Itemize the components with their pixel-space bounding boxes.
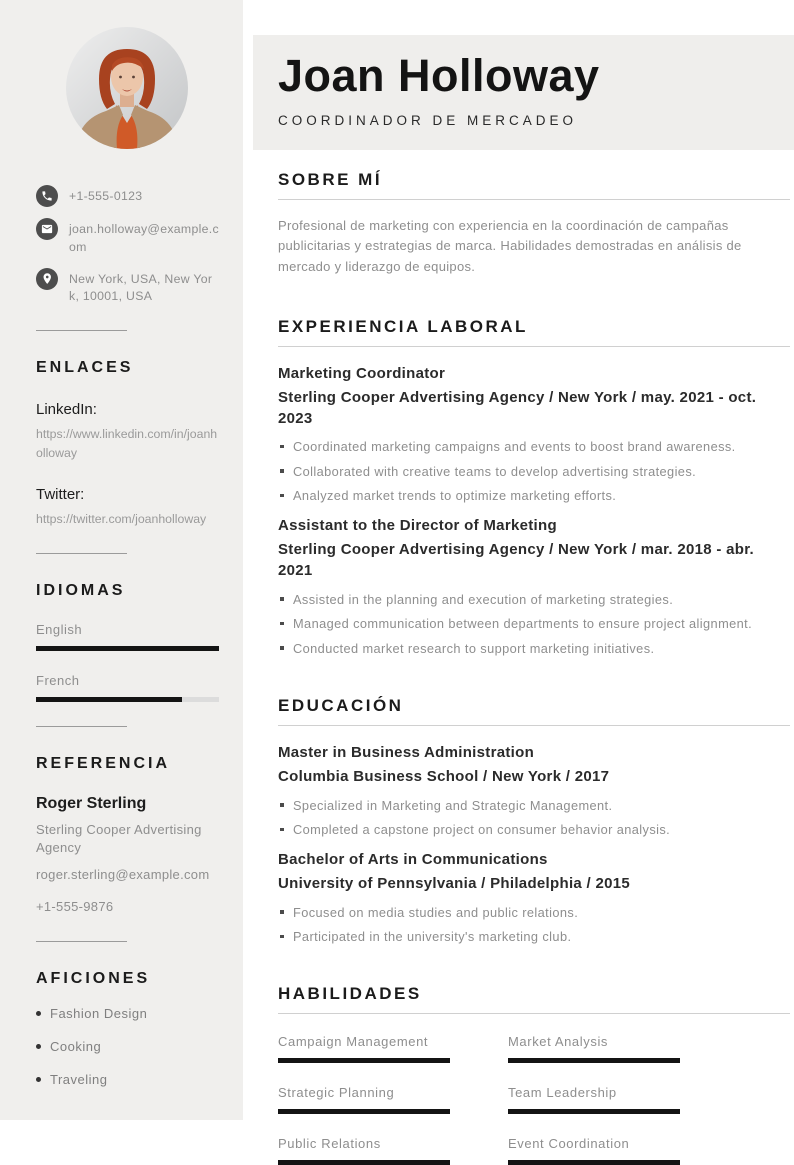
language-level-bar: [36, 646, 219, 651]
hobby-item: Traveling: [36, 1072, 219, 1087]
main-column: [253, 0, 794, 1120]
links-heading: ENLACES: [36, 359, 219, 377]
skills-section: [278, 984, 790, 1165]
section-rule: [278, 199, 790, 200]
language-name: French: [36, 673, 219, 688]
contact-row-phone: [36, 185, 219, 207]
experience-section: [278, 317, 790, 656]
skills-heading: HABILIDADES: [278, 984, 790, 1004]
degree-title: Master in Business Administration: [278, 744, 790, 761]
contact-row-email: [36, 218, 219, 257]
skill-bar-track: [278, 1109, 450, 1114]
main-content: [253, 150, 794, 1165]
hobbies-heading: AFICIONES: [36, 970, 219, 988]
skill-item: [508, 1136, 680, 1165]
phone-icon: [36, 185, 58, 207]
linkedin-label: LinkedIn:: [36, 401, 219, 418]
degree-meta: Columbia Business School / New York / 2017: [278, 767, 770, 788]
skill-bar-track: [508, 1160, 680, 1165]
reference-company: Sterling Cooper Advertising Agency: [36, 821, 219, 859]
skill-label: Team Leadership: [508, 1085, 680, 1100]
degree-meta: University of Pennsylvania / Philadelphia / 2015: [278, 874, 770, 895]
links-section: [36, 359, 219, 528]
twitter-label: Twitter:: [36, 486, 219, 503]
bullet-item: Completed a capstone project on consumer behavior analysis.: [278, 822, 790, 837]
languages-section: [36, 582, 219, 702]
sidebar-divider: [36, 330, 127, 331]
person-name: Joan Holloway: [278, 51, 784, 101]
skill-bar-track: [278, 1058, 450, 1063]
section-rule: [278, 725, 790, 726]
language-row: [36, 673, 219, 702]
email-address[interactable]: joan.holloway@example.com: [69, 218, 219, 257]
section-rule: [278, 346, 790, 347]
portrait-illustration: [66, 27, 188, 149]
degree-bullets: [278, 798, 790, 838]
bullet-item: Assisted in the planning and execution of marketing strategies.: [278, 592, 790, 607]
skills-grid: [278, 1034, 790, 1165]
reference-section: [36, 755, 219, 917]
skill-label: Event Coordination: [508, 1136, 680, 1151]
skill-bar: [278, 1109, 450, 1114]
bullet-item: Analyzed market trends to optimize marketing efforts.: [278, 488, 790, 503]
sidebar: [0, 0, 243, 1120]
link-item-twitter: [36, 486, 219, 528]
skill-bar: [278, 1160, 450, 1165]
hobby-item: Cooking: [36, 1039, 219, 1054]
skill-bar: [508, 1058, 680, 1063]
language-level-track: [36, 697, 219, 702]
about-text: Profesional de marketing con experiencia en la coordinación de campañas publicitarias y estrategias de marca. Habilidades demostradas en análisis de mercado y liderazgo de equipos.: [278, 216, 765, 278]
job-bullets: [278, 439, 790, 503]
twitter-url[interactable]: https://twitter.com/joanholloway: [36, 510, 219, 528]
job-meta: Sterling Cooper Advertising Agency / New York / may. 2021 - oct. 2023: [278, 388, 770, 429]
link-item-linkedin: [36, 401, 219, 462]
job-title-text: Marketing Coordinator: [278, 365, 790, 382]
skill-bar-track: [508, 1109, 680, 1114]
reference-heading: REFERENCIA: [36, 755, 219, 773]
bullet-item: Focused on media studies and public relations.: [278, 905, 790, 920]
skill-item: [278, 1136, 450, 1165]
location-text: New York, USA, New York, 10001, USA: [69, 268, 219, 307]
language-name: English: [36, 622, 219, 637]
job-title: COORDINADOR DE MERCADEO: [278, 113, 784, 128]
language-level-bar: [36, 697, 182, 702]
degree-title: Bachelor of Arts in Communications: [278, 851, 790, 868]
skill-item: [278, 1034, 450, 1063]
education-heading: EDUCACIÓN: [278, 696, 790, 716]
skill-item: [508, 1085, 680, 1114]
experience-heading: EXPERIENCIA LABORAL: [278, 317, 790, 337]
job-bullets: [278, 592, 790, 656]
job-entry: [278, 365, 790, 503]
skill-label: Public Relations: [278, 1136, 450, 1151]
skill-bar-track: [278, 1160, 450, 1165]
language-level-track: [36, 646, 219, 651]
email-icon: [36, 218, 58, 240]
language-row: [36, 622, 219, 651]
bullet-item: Participated in the university's marketing club.: [278, 929, 790, 944]
skill-bar: [508, 1160, 680, 1165]
sidebar-divider: [36, 941, 127, 942]
hobbies-section: [36, 970, 219, 1087]
sidebar-divider: [36, 726, 127, 727]
languages-heading: IDIOMAS: [36, 582, 219, 600]
column-gutter: [243, 0, 253, 1120]
contact-section: [36, 185, 219, 306]
education-section: [278, 696, 790, 944]
header-band: [253, 35, 794, 150]
reference-name: Roger Sterling: [36, 795, 219, 813]
bullet-item: Specialized in Marketing and Strategic Management.: [278, 798, 790, 813]
job-meta: Sterling Cooper Advertising Agency / New York / mar. 2018 - abr. 2021: [278, 540, 770, 581]
linkedin-url[interactable]: https://www.linkedin.com/in/joanholloway: [36, 425, 219, 462]
profile-photo: [66, 27, 188, 149]
about-section: [278, 170, 790, 278]
skill-item: [278, 1085, 450, 1114]
skill-label: Market Analysis: [508, 1034, 680, 1049]
bullet-item: Collaborated with creative teams to develop advertising strategies.: [278, 464, 790, 479]
bullet-item: Managed communication between departments to ensure project alignment.: [278, 616, 790, 631]
hobby-item: Fashion Design: [36, 1006, 219, 1021]
degree-bullets: [278, 905, 790, 945]
location-pin-icon: [36, 268, 58, 290]
skill-bar: [278, 1058, 450, 1063]
skill-bar: [508, 1109, 680, 1114]
skill-bar-track: [508, 1058, 680, 1063]
sidebar-divider: [36, 553, 127, 554]
degree-entry: [278, 744, 790, 837]
about-heading: SOBRE MÍ: [278, 170, 790, 190]
bullet-item: Conducted market research to support marketing initiatives.: [278, 641, 790, 656]
skill-item: [508, 1034, 680, 1063]
contact-row-location: [36, 268, 219, 307]
section-rule: [278, 1013, 790, 1014]
bullet-item: Coordinated marketing campaigns and events to boost brand awareness.: [278, 439, 790, 454]
reference-email[interactable]: roger.sterling@example.com: [36, 866, 219, 885]
job-entry: [278, 517, 790, 655]
reference-phone: +1-555-9876: [36, 898, 219, 917]
phone-number: +1-555-0123: [69, 185, 142, 207]
skill-label: Strategic Planning: [278, 1085, 450, 1100]
degree-entry: [278, 851, 790, 944]
skill-label: Campaign Management: [278, 1034, 450, 1049]
job-title-text: Assistant to the Director of Marketing: [278, 517, 790, 534]
